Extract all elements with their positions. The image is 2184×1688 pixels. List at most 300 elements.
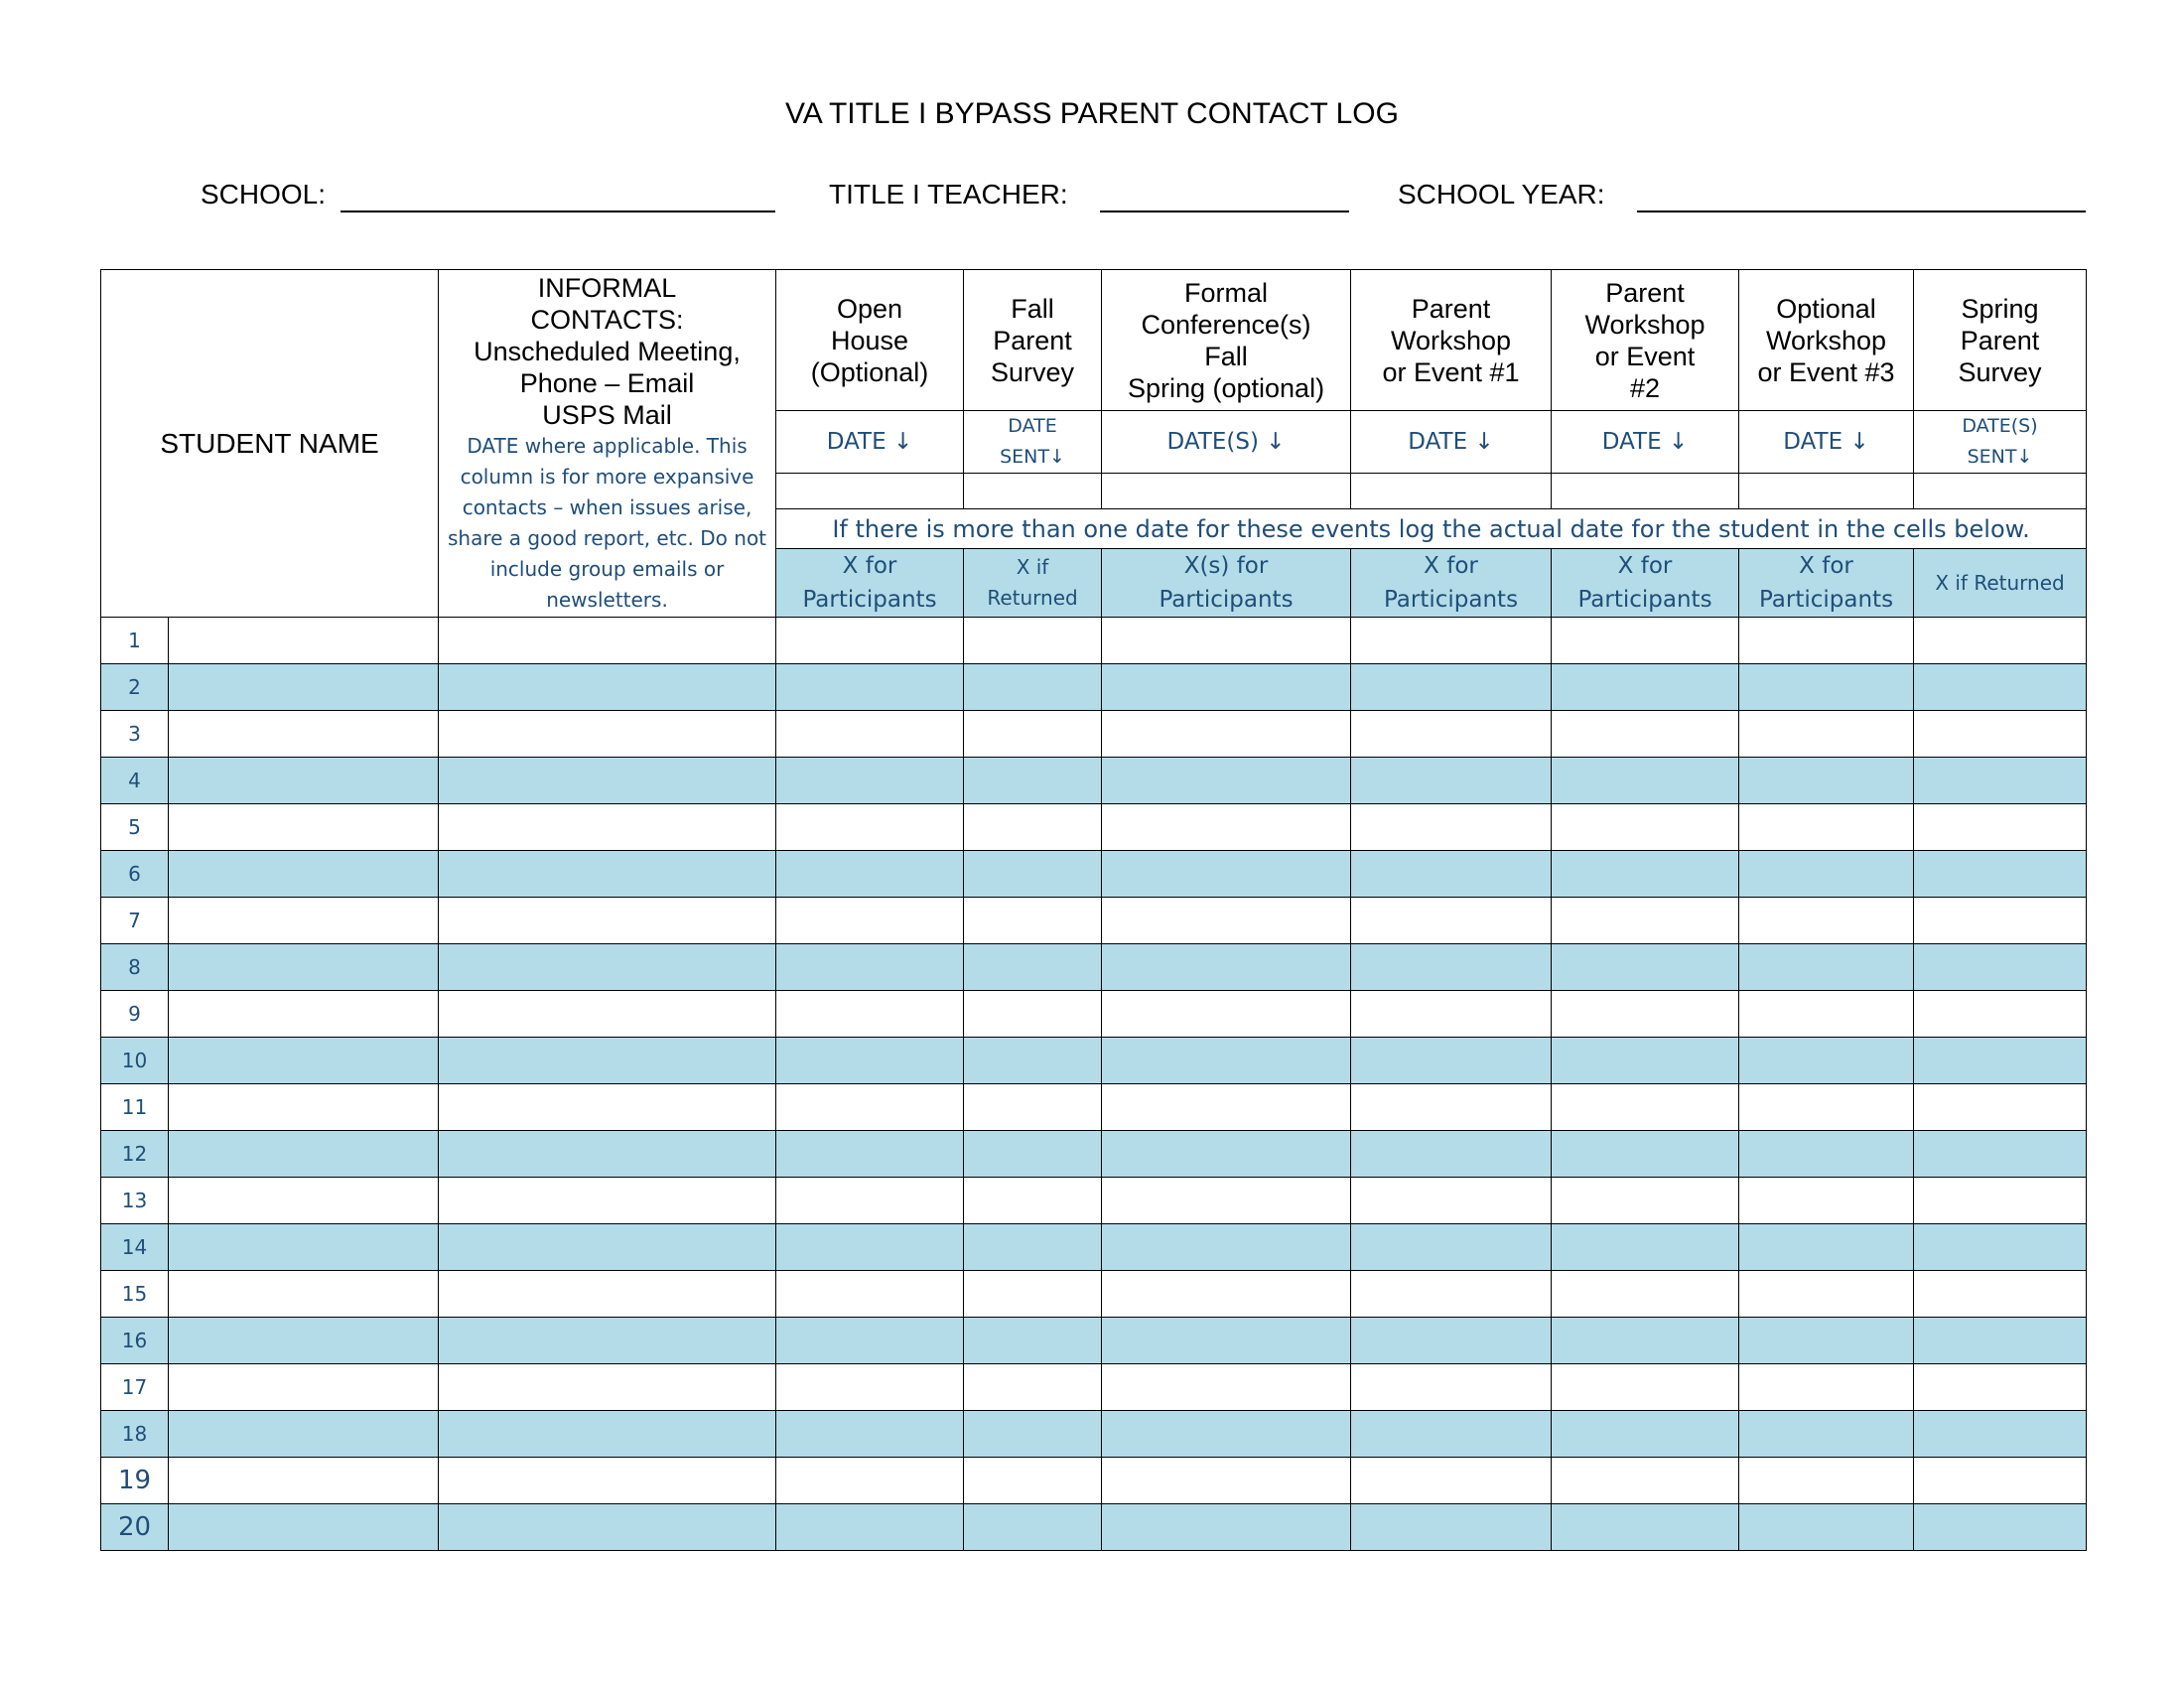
spring-survey-cell[interactable] xyxy=(1914,1131,2087,1178)
informal-contacts-cell[interactable] xyxy=(439,1458,776,1504)
table-row xyxy=(101,1224,2087,1271)
fall-survey-cell[interactable] xyxy=(964,1038,1102,1084)
instruction-note: If there is more than one date for these events log the actual date for the student in the cells below. xyxy=(776,509,2087,549)
row-number: 12 xyxy=(101,1131,169,1178)
informal-contacts-cell[interactable] xyxy=(439,898,776,944)
date-label: DATE ↓ xyxy=(1552,411,1739,474)
workshop-3-cell[interactable] xyxy=(1739,1458,1914,1504)
event-date-cell[interactable] xyxy=(964,474,1102,509)
workshop-1-cell[interactable] xyxy=(1351,1178,1552,1224)
table-row xyxy=(101,711,2087,758)
open-house-cell[interactable] xyxy=(776,618,964,664)
spring-survey-cell[interactable] xyxy=(1914,1178,2087,1224)
workshop-2-cell[interactable] xyxy=(1552,1504,1739,1551)
workshop-1-cell[interactable] xyxy=(1351,618,1552,664)
column-header-line: Fall xyxy=(1204,341,1248,371)
date-label-line: SENT↓ xyxy=(1000,446,1065,468)
spring-survey-cell[interactable] xyxy=(1914,1224,2087,1271)
workshop-1-cell[interactable] xyxy=(1351,1271,1552,1318)
mark-label-line: Participants xyxy=(1383,587,1519,613)
col-open-house-header xyxy=(776,270,964,411)
fall-survey-cell[interactable] xyxy=(964,1224,1102,1271)
workshop-3-cell[interactable] xyxy=(1739,1178,1914,1224)
informal-contacts-cell[interactable] xyxy=(439,664,776,711)
student-name-cell[interactable] xyxy=(169,1084,439,1131)
col-workshop-1-header xyxy=(1351,270,1552,411)
informal-contacts-cell[interactable] xyxy=(439,1131,776,1178)
workshop-1-cell[interactable] xyxy=(1351,1224,1552,1271)
column-header-line: Survey xyxy=(1958,356,2042,387)
informal-contacts-cell[interactable] xyxy=(439,1224,776,1271)
workshop-3-cell[interactable] xyxy=(1739,1084,1914,1131)
mark-label xyxy=(776,549,964,618)
workshop-3-cell[interactable] xyxy=(1739,1411,1914,1458)
student-name-cell[interactable] xyxy=(169,804,439,851)
workshop-2-cell[interactable] xyxy=(1552,1038,1739,1084)
workshop-2-cell[interactable] xyxy=(1552,1224,1739,1271)
row-number: 15 xyxy=(101,1271,169,1318)
table-row xyxy=(101,1458,2087,1504)
row-number: 3 xyxy=(101,711,169,758)
mark-label xyxy=(1552,549,1739,618)
workshop-2-cell[interactable] xyxy=(1552,711,1739,758)
formal-conference-cell[interactable] xyxy=(1102,991,1351,1038)
formal-conference-cell[interactable] xyxy=(1102,851,1351,898)
event-date-cell[interactable] xyxy=(1739,474,1914,509)
spring-survey-cell[interactable] xyxy=(1914,898,2087,944)
workshop-2-cell[interactable] xyxy=(1552,758,1739,804)
event-date-cell[interactable] xyxy=(1102,474,1351,509)
workshop-1-cell[interactable] xyxy=(1351,1318,1552,1364)
informal-contacts-title-line: Phone – Email xyxy=(519,368,695,398)
table-row xyxy=(101,664,2087,711)
column-header-line: Parent xyxy=(1960,325,2040,355)
row-number: 5 xyxy=(101,804,169,851)
col-workshop-2-header xyxy=(1552,270,1739,411)
table-row xyxy=(101,1178,2087,1224)
formal-conference-cell[interactable] xyxy=(1102,1084,1351,1131)
formal-conference-cell[interactable] xyxy=(1102,1318,1351,1364)
col-fall-survey-header xyxy=(964,270,1102,411)
row-number: 16 xyxy=(101,1318,169,1364)
informal-contacts-header xyxy=(439,270,776,618)
workshop-3-cell[interactable] xyxy=(1739,1271,1914,1318)
open-house-cell[interactable] xyxy=(776,851,964,898)
informal-contacts-title-line: USPS Mail xyxy=(542,400,672,430)
student-name-cell[interactable] xyxy=(169,851,439,898)
open-house-cell[interactable] xyxy=(776,1131,964,1178)
formal-conference-cell[interactable] xyxy=(1102,1038,1351,1084)
workshop-1-cell[interactable] xyxy=(1351,944,1552,991)
informal-contacts-cell[interactable] xyxy=(439,1504,776,1551)
workshop-1-cell[interactable] xyxy=(1351,1038,1552,1084)
workshop-3-cell[interactable] xyxy=(1739,711,1914,758)
column-header-line: Workshop xyxy=(1584,309,1706,340)
event-date-cell[interactable] xyxy=(1351,474,1552,509)
student-name-cell[interactable] xyxy=(169,1178,439,1224)
table-row xyxy=(101,1271,2087,1318)
informal-contacts-cell[interactable] xyxy=(439,711,776,758)
spring-survey-cell[interactable] xyxy=(1914,1271,2087,1318)
col-formal-conference-header xyxy=(1102,270,1351,411)
student-name-cell[interactable] xyxy=(169,1271,439,1318)
mark-label-line: X for xyxy=(1617,553,1673,579)
teacher-label: TITLE I TEACHER: xyxy=(829,179,1068,210)
workshop-3-cell[interactable] xyxy=(1739,1504,1914,1551)
workshop-1-cell[interactable] xyxy=(1351,711,1552,758)
informal-contacts-cell[interactable] xyxy=(439,851,776,898)
col-workshop-3-header xyxy=(1739,270,1914,411)
workshop-3-cell[interactable] xyxy=(1739,898,1914,944)
formal-conference-cell[interactable] xyxy=(1102,1458,1351,1504)
student-name-cell[interactable] xyxy=(169,1458,439,1504)
mark-label-line: X for xyxy=(1799,553,1853,579)
column-header-line: Survey xyxy=(990,356,1075,387)
mark-label-line: Participants xyxy=(1577,587,1712,613)
table-row xyxy=(101,1318,2087,1364)
formal-conference-cell[interactable] xyxy=(1102,804,1351,851)
informal-contacts-cell[interactable] xyxy=(439,804,776,851)
fall-survey-cell[interactable] xyxy=(964,1131,1102,1178)
workshop-2-cell[interactable] xyxy=(1552,1364,1739,1411)
workshop-2-cell[interactable] xyxy=(1552,1178,1739,1224)
fall-survey-cell[interactable] xyxy=(964,1084,1102,1131)
spring-survey-cell[interactable] xyxy=(1914,711,2087,758)
spring-survey-cell[interactable] xyxy=(1914,1458,2087,1504)
spring-survey-cell[interactable] xyxy=(1914,1084,2087,1131)
spring-survey-cell[interactable] xyxy=(1914,1411,2087,1458)
table-row xyxy=(101,1131,2087,1178)
workshop-1-cell[interactable] xyxy=(1351,758,1552,804)
event-date-cell[interactable] xyxy=(776,474,964,509)
column-header-line: Workshop xyxy=(1390,325,1512,355)
column-header-line: Workshop xyxy=(1765,325,1887,355)
event-date-cell[interactable] xyxy=(1552,474,1739,509)
workshop-2-cell[interactable] xyxy=(1552,1131,1739,1178)
informal-contacts-title-line: Unscheduled Meeting, xyxy=(474,337,741,366)
table-row xyxy=(101,1504,2087,1551)
formal-conference-cell[interactable] xyxy=(1102,898,1351,944)
table-row xyxy=(101,804,2087,851)
workshop-3-cell[interactable] xyxy=(1739,1131,1914,1178)
informal-contacts-title xyxy=(439,270,775,431)
table-row xyxy=(101,758,2087,804)
workshop-1-cell[interactable] xyxy=(1351,1364,1552,1411)
workshop-2-cell[interactable] xyxy=(1552,664,1739,711)
formal-conference-cell[interactable] xyxy=(1102,1131,1351,1178)
workshop-3-cell[interactable] xyxy=(1739,1038,1914,1084)
open-house-cell[interactable] xyxy=(776,1271,964,1318)
date-label-line: DATE(S) xyxy=(1962,415,2038,437)
workshop-3-cell[interactable] xyxy=(1739,804,1914,851)
workshop-2-cell[interactable] xyxy=(1552,1318,1739,1364)
row-number: 1 xyxy=(101,618,169,664)
mark-label-line: X for xyxy=(842,553,897,579)
row-number: 11 xyxy=(101,1084,169,1131)
student-name-cell[interactable] xyxy=(169,618,439,664)
informal-contacts-note: DATE where applicable. This column is for more expansive contacts – when issues arise, share a good report, etc. Do not include group emails or newsletters. xyxy=(447,434,767,612)
open-house-cell[interactable] xyxy=(776,804,964,851)
formal-conference-cell[interactable] xyxy=(1102,618,1351,664)
workshop-2-cell[interactable] xyxy=(1552,1084,1739,1131)
student-name-cell[interactable] xyxy=(169,898,439,944)
column-header-line: Parent xyxy=(1605,277,1685,308)
workshop-1-cell[interactable] xyxy=(1351,664,1552,711)
mark-label-line: Participants xyxy=(1758,587,1894,613)
spring-survey-cell[interactable] xyxy=(1914,758,2087,804)
student-name-cell[interactable] xyxy=(169,944,439,991)
mark-label-line: Participants xyxy=(802,587,937,613)
informal-contacts-cell[interactable] xyxy=(439,618,776,664)
open-house-cell[interactable] xyxy=(776,991,964,1038)
column-header-line: or Event #1 xyxy=(1382,356,1520,387)
row-number: 9 xyxy=(101,991,169,1038)
date-label: DATE ↓ xyxy=(776,411,964,474)
date-label-line: DATE xyxy=(1008,415,1057,437)
workshop-1-cell[interactable] xyxy=(1351,1131,1552,1178)
spring-survey-cell[interactable] xyxy=(1914,1364,2087,1411)
workshop-3-cell[interactable] xyxy=(1739,618,1914,664)
open-house-cell[interactable] xyxy=(776,1224,964,1271)
column-header-line: (Optional) xyxy=(810,356,929,387)
spring-survey-cell[interactable] xyxy=(1914,944,2087,991)
table-row xyxy=(101,851,2087,898)
column-header-line: Fall xyxy=(1011,293,1054,324)
table-row xyxy=(101,1411,2087,1458)
open-house-cell[interactable] xyxy=(776,944,964,991)
workshop-3-cell[interactable] xyxy=(1739,851,1914,898)
row-number: 2 xyxy=(101,664,169,711)
workshop-2-cell[interactable] xyxy=(1552,1271,1739,1318)
column-header-line: Spring (optional) xyxy=(1127,372,1325,403)
fall-survey-cell[interactable] xyxy=(964,851,1102,898)
open-house-cell[interactable] xyxy=(776,1504,964,1551)
column-header-line: Spring xyxy=(1961,293,2039,324)
fall-survey-cell[interactable] xyxy=(964,1178,1102,1224)
spring-survey-cell[interactable] xyxy=(1914,851,2087,898)
workshop-2-cell[interactable] xyxy=(1552,1458,1739,1504)
column-header-line: Optional xyxy=(1776,293,1876,324)
workshop-1-cell[interactable] xyxy=(1351,804,1552,851)
formal-conference-cell[interactable] xyxy=(1102,758,1351,804)
informal-contacts-cell[interactable] xyxy=(439,1084,776,1131)
student-name-cell[interactable] xyxy=(169,991,439,1038)
column-header-line: Conference(s) xyxy=(1141,309,1311,340)
workshop-1-cell[interactable] xyxy=(1351,1084,1552,1131)
student-name-cell[interactable] xyxy=(169,1318,439,1364)
student-name-cell[interactable] xyxy=(169,1364,439,1411)
row-number: 6 xyxy=(101,851,169,898)
informal-contacts-cell[interactable] xyxy=(439,1364,776,1411)
workshop-2-cell[interactable] xyxy=(1552,851,1739,898)
informal-contacts-cell[interactable] xyxy=(439,1271,776,1318)
column-header-line: or Event #3 xyxy=(1757,356,1895,387)
formal-conference-cell[interactable] xyxy=(1102,1411,1351,1458)
workshop-3-cell[interactable] xyxy=(1739,1364,1914,1411)
mark-label-line: X if xyxy=(1016,555,1049,579)
column-header-line: #2 xyxy=(1629,372,1661,403)
spring-survey-cell[interactable] xyxy=(1914,1038,2087,1084)
informal-contacts-cell[interactable] xyxy=(439,991,776,1038)
workshop-2-cell[interactable] xyxy=(1552,944,1739,991)
formal-conference-cell[interactable] xyxy=(1102,664,1351,711)
row-number: 20 xyxy=(101,1504,169,1551)
column-header-line: or Event xyxy=(1594,341,1696,371)
workshop-3-cell[interactable] xyxy=(1739,1318,1914,1364)
workshop-3-cell[interactable] xyxy=(1739,991,1914,1038)
open-house-cell[interactable] xyxy=(776,1178,964,1224)
row-number: 8 xyxy=(101,944,169,991)
row-number: 17 xyxy=(101,1364,169,1411)
table-row xyxy=(101,1364,2087,1411)
workshop-3-cell[interactable] xyxy=(1739,664,1914,711)
fall-survey-cell[interactable] xyxy=(964,898,1102,944)
spring-survey-cell[interactable] xyxy=(1914,991,2087,1038)
mark-label-line: X if Returned xyxy=(1935,570,2065,595)
row-number: 18 xyxy=(101,1411,169,1458)
column-header-line: Parent xyxy=(1411,293,1491,324)
row-number: 7 xyxy=(101,898,169,944)
table-row xyxy=(101,618,2087,664)
workshop-3-cell[interactable] xyxy=(1739,1224,1914,1271)
open-house-cell[interactable] xyxy=(776,711,964,758)
student-name-cell[interactable] xyxy=(169,758,439,804)
fall-survey-cell[interactable] xyxy=(964,1364,1102,1411)
student-name-cell[interactable] xyxy=(169,1504,439,1551)
workshop-1-cell[interactable] xyxy=(1351,851,1552,898)
workshop-1-cell[interactable] xyxy=(1351,1411,1552,1458)
fall-survey-cell[interactable] xyxy=(964,1458,1102,1504)
mark-label xyxy=(1914,549,2087,618)
contact-log-table xyxy=(100,269,2087,1551)
workshop-2-cell[interactable] xyxy=(1552,618,1739,664)
open-house-cell[interactable] xyxy=(776,1458,964,1504)
spring-survey-cell[interactable] xyxy=(1914,1318,2087,1364)
column-header-line: Parent xyxy=(993,325,1072,355)
formal-conference-cell[interactable] xyxy=(1102,944,1351,991)
formal-conference-cell[interactable] xyxy=(1102,1364,1351,1411)
row-number: 19 xyxy=(101,1458,169,1504)
column-header-line: Formal xyxy=(1184,277,1269,308)
fall-survey-cell[interactable] xyxy=(964,1271,1102,1318)
row-number: 4 xyxy=(101,758,169,804)
table-row xyxy=(101,944,2087,991)
col-spring-survey-header xyxy=(1914,270,2087,411)
informal-contacts-cell[interactable] xyxy=(439,1411,776,1458)
formal-conference-cell[interactable] xyxy=(1102,711,1351,758)
fall-survey-cell[interactable] xyxy=(964,944,1102,991)
workshop-2-cell[interactable] xyxy=(1552,804,1739,851)
date-sent-label xyxy=(964,411,1102,474)
dates-sent-label xyxy=(1914,411,2087,474)
mark-label-line: X(s) for xyxy=(1183,553,1269,579)
year-input-line[interactable] xyxy=(1637,211,2086,212)
formal-conference-cell[interactable] xyxy=(1102,1178,1351,1224)
table-row xyxy=(101,991,2087,1038)
spring-survey-cell[interactable] xyxy=(1914,804,2087,851)
mark-label-line: Returned xyxy=(987,586,1078,610)
informal-contacts-cell[interactable] xyxy=(439,944,776,991)
fall-survey-cell[interactable] xyxy=(964,1504,1102,1551)
date-label: DATE ↓ xyxy=(1351,411,1552,474)
open-house-cell[interactable] xyxy=(776,898,964,944)
mark-label-line: X for xyxy=(1424,553,1478,579)
informal-contacts-title-line: CONTACTS: xyxy=(530,305,684,335)
fall-survey-cell[interactable] xyxy=(964,711,1102,758)
fall-survey-cell[interactable] xyxy=(964,758,1102,804)
student-name-cell[interactable] xyxy=(169,1224,439,1271)
table-row xyxy=(101,898,2087,944)
informal-contacts-cell[interactable] xyxy=(439,1038,776,1084)
fall-survey-cell[interactable] xyxy=(964,1411,1102,1458)
year-label: SCHOOL YEAR: xyxy=(1398,179,1605,210)
open-house-cell[interactable] xyxy=(776,1084,964,1131)
workshop-2-cell[interactable] xyxy=(1552,898,1739,944)
open-house-cell[interactable] xyxy=(776,1364,964,1411)
student-name-cell[interactable] xyxy=(169,664,439,711)
informal-contacts-cell[interactable] xyxy=(439,1178,776,1224)
spring-survey-cell[interactable] xyxy=(1914,1504,2087,1551)
formal-conference-cell[interactable] xyxy=(1102,1224,1351,1271)
table-row xyxy=(101,1084,2087,1131)
dates-label: DATE(S) ↓ xyxy=(1102,411,1351,474)
workshop-2-cell[interactable] xyxy=(1552,991,1739,1038)
fall-survey-cell[interactable] xyxy=(964,618,1102,664)
workshop-1-cell[interactable] xyxy=(1351,1458,1552,1504)
formal-conference-cell[interactable] xyxy=(1102,1504,1351,1551)
fall-survey-cell[interactable] xyxy=(964,804,1102,851)
student-name-header: STUDENT NAME xyxy=(101,270,439,618)
student-name-cell[interactable] xyxy=(169,1411,439,1458)
mark-label xyxy=(1102,549,1351,618)
row-number: 10 xyxy=(101,1038,169,1084)
open-house-cell[interactable] xyxy=(776,758,964,804)
student-name-cell[interactable] xyxy=(169,711,439,758)
column-header-line: Open xyxy=(836,293,903,324)
open-house-cell[interactable] xyxy=(776,664,964,711)
workshop-2-cell[interactable] xyxy=(1552,1411,1739,1458)
row-number: 14 xyxy=(101,1224,169,1271)
page-title: VA TITLE I BYPASS PARENT CONTACT LOG xyxy=(785,97,1399,130)
workshop-1-cell[interactable] xyxy=(1351,991,1552,1038)
open-house-cell[interactable] xyxy=(776,1038,964,1084)
fall-survey-cell[interactable] xyxy=(964,991,1102,1038)
column-header-line: House xyxy=(830,325,909,355)
mark-label xyxy=(964,549,1102,618)
student-name-cell[interactable] xyxy=(169,1131,439,1178)
informal-contacts-cell[interactable] xyxy=(439,1318,776,1364)
mark-label xyxy=(1739,549,1914,618)
formal-conference-cell[interactable] xyxy=(1102,1271,1351,1318)
open-house-cell[interactable] xyxy=(776,1411,964,1458)
spring-survey-cell[interactable] xyxy=(1914,618,2087,664)
spring-survey-cell[interactable] xyxy=(1914,664,2087,711)
workshop-1-cell[interactable] xyxy=(1351,1504,1552,1551)
school-input-line[interactable] xyxy=(341,211,775,212)
date-label: DATE ↓ xyxy=(1739,411,1914,474)
informal-contacts-cell[interactable] xyxy=(439,758,776,804)
event-date-cell[interactable] xyxy=(1914,474,2087,509)
workshop-1-cell[interactable] xyxy=(1351,898,1552,944)
fall-survey-cell[interactable] xyxy=(964,1318,1102,1364)
fall-survey-cell[interactable] xyxy=(964,664,1102,711)
teacher-input-line[interactable] xyxy=(1100,211,1349,212)
workshop-3-cell[interactable] xyxy=(1739,758,1914,804)
mark-label-line: Participants xyxy=(1159,587,1294,613)
student-name-cell[interactable] xyxy=(169,1038,439,1084)
open-house-cell[interactable] xyxy=(776,1318,964,1364)
workshop-3-cell[interactable] xyxy=(1739,944,1914,991)
